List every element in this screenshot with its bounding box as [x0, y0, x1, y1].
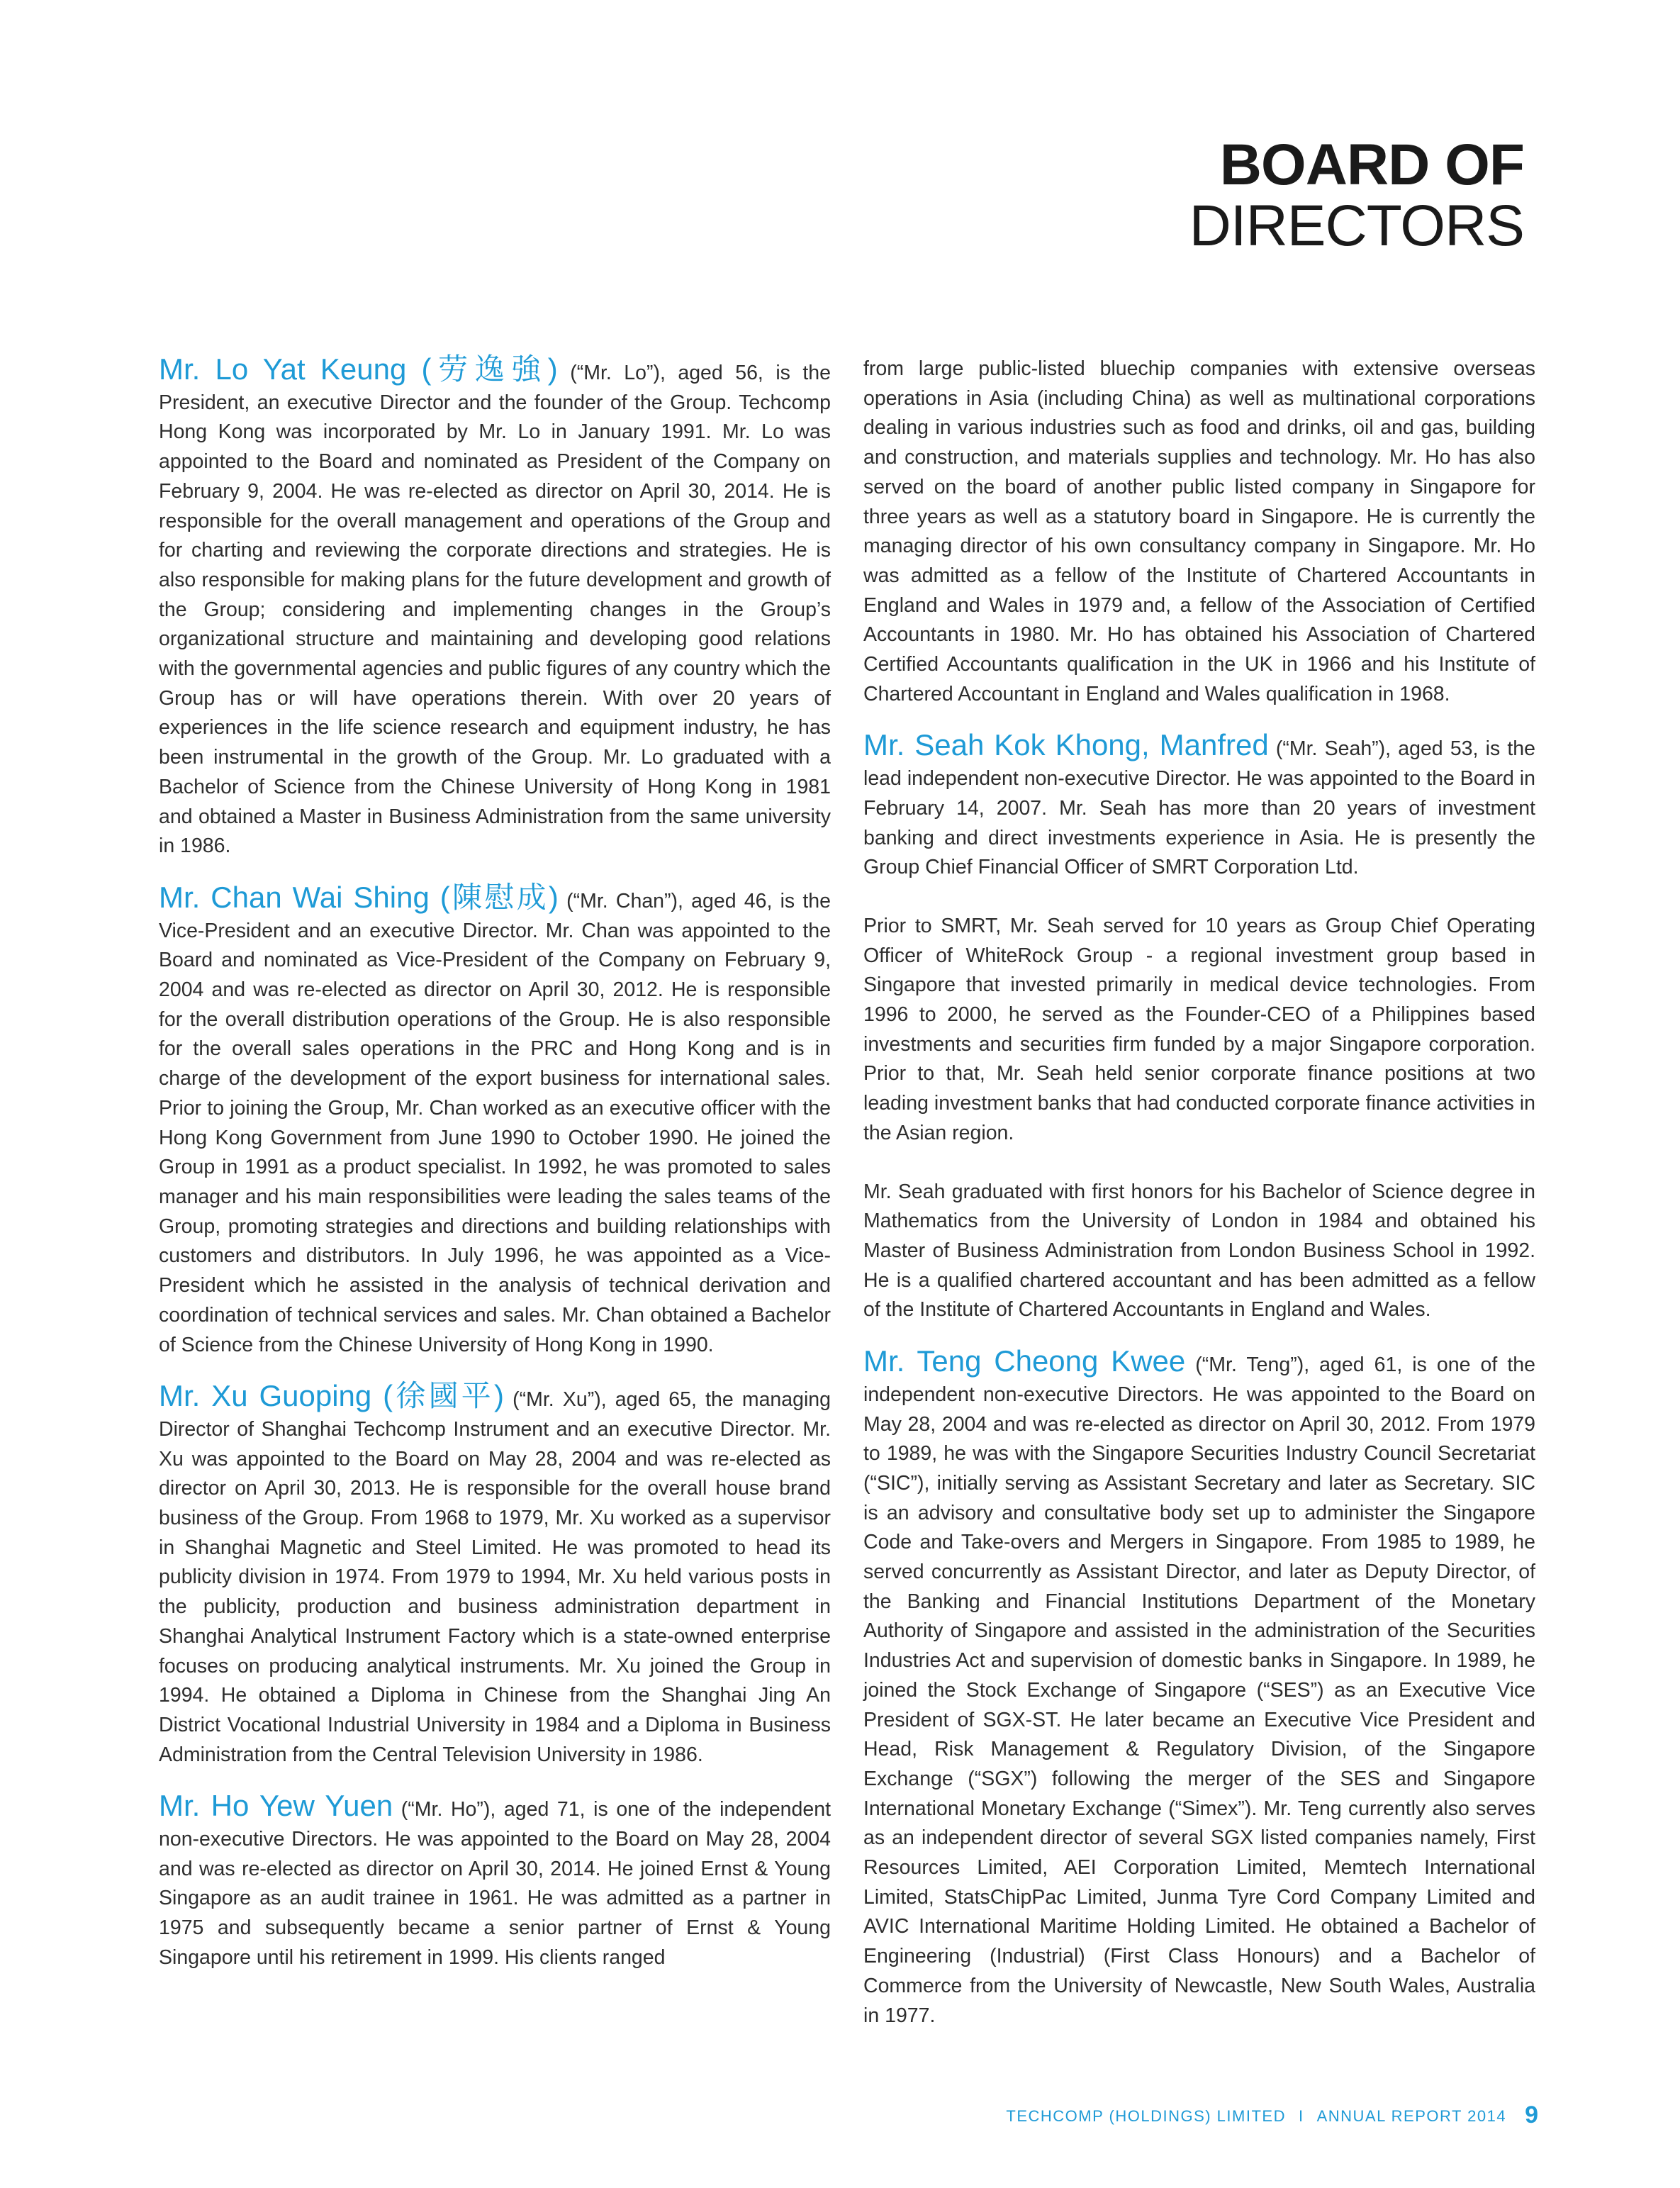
page-number: 9	[1525, 2102, 1538, 2128]
bio-xu	[159, 1381, 831, 1770]
bio-seah-para2: Prior to SMRT, Mr. Seah served for 10 years as Group Chief Operating Officer of WhiteRock Group - a regional investment group based in Singapore that invested primarily in medical device technologies. From 1996 to 2000, he served as the Founder-CEO of a Philippines based investments and securities firm funded by a major Singapore corporation. Prior to that, Mr. Seah held senior corporate finance positions at two leading investment banks that had conducted corporate finance activities in the Asian region.	[863, 914, 1535, 1144]
bio-text-xu: (“Mr. Xu”), aged 65, the managing Director of Shanghai Techcomp Instrument and an executive Director. Mr. Xu was appointed to the Board on May 28, 2004 and was re-elected as director on April 30, 2013. He is responsible for the overall house brand business of the Group. From 1968 to 1979, Mr. Xu worked as a supervisor in Shanghai Magnetic and Steel Limited. He was promoted to head its publicity division in 1974. From 1979 to 1994, Mr. Xu held various posts in the publicity, production and business administration department in Shanghai Analytical Instrument Factory which is a state-owned enterprise focuses on producing analytical instruments. Mr. Xu joined the Group in 1994. He obtained a Diploma in Chinese from the Shanghai Jing An District Vocational Industrial University in 1984 and a Diploma in Business Administration from the Central Television University in 1986.	[159, 1388, 831, 1766]
footer-company: TECHCOMP (HOLDINGS) LIMITED	[1006, 2107, 1286, 2125]
title-light: DIRECTORS	[1189, 194, 1524, 258]
bio-teng	[863, 1346, 1535, 2031]
bio-seah	[863, 730, 1535, 883]
page-title	[1189, 135, 1524, 257]
title-bold: BOARD OF	[1219, 133, 1524, 197]
bio-text-lo: (“Mr. Lo”), aged 56, is the President, an executive Director and the founder of the Group. Techcomp Hong Kong was incorporated by Mr. Lo in January 1991. Mr. Lo was appointed to the Board and nominated as President of the Company on February 9, 2004. He was re-elected as director on April 30, 2014. He is responsible for the overall management and operations of the Group and for charting and reviewing the corporate directions and strategies. He is also responsible for making plans for the future development and growth of the Group; considering and implementing changes in the Group’s organizational structure and maintaining and developing good relations with the governmental agencies and public figures of any country which the Group has or will have operations therein. With over 20 years of experiences in the life science research and equipment industry, he has been instrumental in the growth of the Group. Mr. Lo graduated with a Bachelor of Science from the Chinese University of Hong Kong in 1981 and obtained a Master in Business Administration from the same university in 1986.	[159, 362, 831, 858]
director-name-xu: Mr. Xu Guoping (徐國平)	[159, 1379, 505, 1413]
bio-text-seah: (“Mr. Seah”), aged 53, is the lead independent non-executive Director. He was appointed to the Board in February 14, 2007. Mr. Seah has more than 20 years of investment banking and direct investments experience in Asia. He is presently the Group Chief Financial Officer of SMRT Corporation Ltd.	[863, 737, 1536, 879]
director-name-seah: Mr. Seah Kok Khong, Manfred	[863, 728, 1269, 762]
footer-report: ANNUAL REPORT 2014	[1316, 2107, 1507, 2125]
bio-lo	[159, 352, 831, 861]
bio-ho	[159, 1791, 831, 1972]
bio-text-teng: (“Mr. Teng”), aged 61, is one of the independent non-executive Directors. He was appointed to the Board on May 28, 2004 and was re-elected as director on April 30, 2012. From 1979 to 1989, he was with the Singapore Securities Industry Council Secretariat (“SIC”), initially serving as Assistant Secretary and later as Secretary. SIC is an advisory and consultative body set up to administer the Singapore Code and Take-overs and Mergers in Singapore. From 1985 to 1989, he served concurrently as Assistant Director, and later as Deputy Director, of the Banking and Financial Institutions Department of the Monetary Authority of Singapore and assisted in the administration of the Securities Industries Act and supervision of domestic banks in Singapore. In 1989, he joined the Stock Exchange of Singapore (“SES”) as an Executive Vice President of SGX-ST. He later became an Executive Vice President and Head, Risk Management & Regulatory Division, of the Singapore Exchange (“SGX”) following the merger of the SES and Singapore International Monetary Exchange (“Simex”). Mr. Teng currently also serves as an independent director of several SGX listed companies namely, First Resources Limited, AEI Corporation Limited, Memtech International Limited, StatsChipPac Limited, Junma Tyre Cord Company Limited and AVIC International Maritime Holding Limited. He obtained a Bachelor of Engineering (Industrial) (First Class Honours) and a Bachelor of Commerce from the University of Newcastle, New South Wales, Australia in 1977.	[863, 1353, 1535, 2027]
bio-seah-para3: Mr. Seah graduated with first honors for his Bachelor of Science degree in Mathematics from the University of London in 1984 and obtained his Master of Business Administration from London Business School in 1992. He is a qualified chartered accountant and has been admitted as a fellow of the Institute of Chartered Accountants in England and Wales.	[863, 1180, 1535, 1322]
director-name-ho: Mr. Ho Yew Yuen	[159, 1789, 393, 1823]
director-name-lo: Mr. Lo Yat Keung (劳逸強)	[159, 352, 558, 386]
footer-separator: I	[1298, 2107, 1304, 2125]
right-column	[863, 355, 1535, 2052]
left-column	[159, 352, 831, 1994]
bio-text-chan: (“Mr. Chan”), aged 46, is the Vice-President and an executive Director. Mr. Chan was appointed to the Board and nominated as Vice-President of the Company on February 9, 2004 and was re-elected as director on April 30, 2012. He is responsible for the overall distribution operations of the Group. He is also responsible for the overall sales operations in the PRC and Hong Kong and is in charge of the development of the export business for international sales. Prior to joining the Group, Mr. Chan worked as an executive officer with the Hong Kong Government from June 1990 to October 1990. He joined the Group in 1991 as a product specialist. In 1992, he was promoted to sales manager and his main responsibilities were leading the sales teams of the Group, promoting strategies and directions and building relationships with customers and distributors. In July 1996, he was appointed as a Vice- President which he assisted in the analysis of technical derivation and coordination of technical services and sales. Mr. Chan obtained a Bachelor of Science from the Chinese University of Hong Kong in 1990.	[159, 889, 831, 1356]
bio-text-ho: (“Mr. Ho”), aged 71, is one of the independent non-executive Directors. He was appointed to the Board on May 28, 2004 and was re-elected as director on April 30, 2014. He joined Ernst & Young Singapore as an audit trainee in 1961. He was admitted as a partner in 1975 and subsequently became a senior partner of Ernst & Young Singapore until his retirement in 1999. His clients ranged	[159, 1798, 831, 1969]
bio-chan	[159, 880, 831, 1360]
page-footer	[0, 2100, 1538, 2128]
bio-ho-continued: from large public-listed bluechip companies with extensive overseas operations in Asia (including China) as well as multinational corporations dealing in various industries such as food and drinks, oil and gas, building and construction, and materials supplies and technology. Mr. Ho has also served on the board of another public listed company in Singapore for three years as well as a statutory board in Singapore. He is currently the managing director of his own consultancy company in Singapore. Mr. Ho was admitted as a fellow of the Institute of Chartered Accountants in England and Wales in 1979 and, a fellow of the Association of Certified Accountants in 1980. Mr. Ho has obtained his Association of Chartered Certified Accountants qualification in the UK in 1966 and his Institute of Chartered Accountant in England and Wales qualification in 1968.	[863, 357, 1535, 705]
director-name-teng: Mr. Teng Cheong Kwee	[863, 1344, 1186, 1378]
director-name-chan: Mr. Chan Wai Shing (陳慰成)	[159, 880, 559, 914]
